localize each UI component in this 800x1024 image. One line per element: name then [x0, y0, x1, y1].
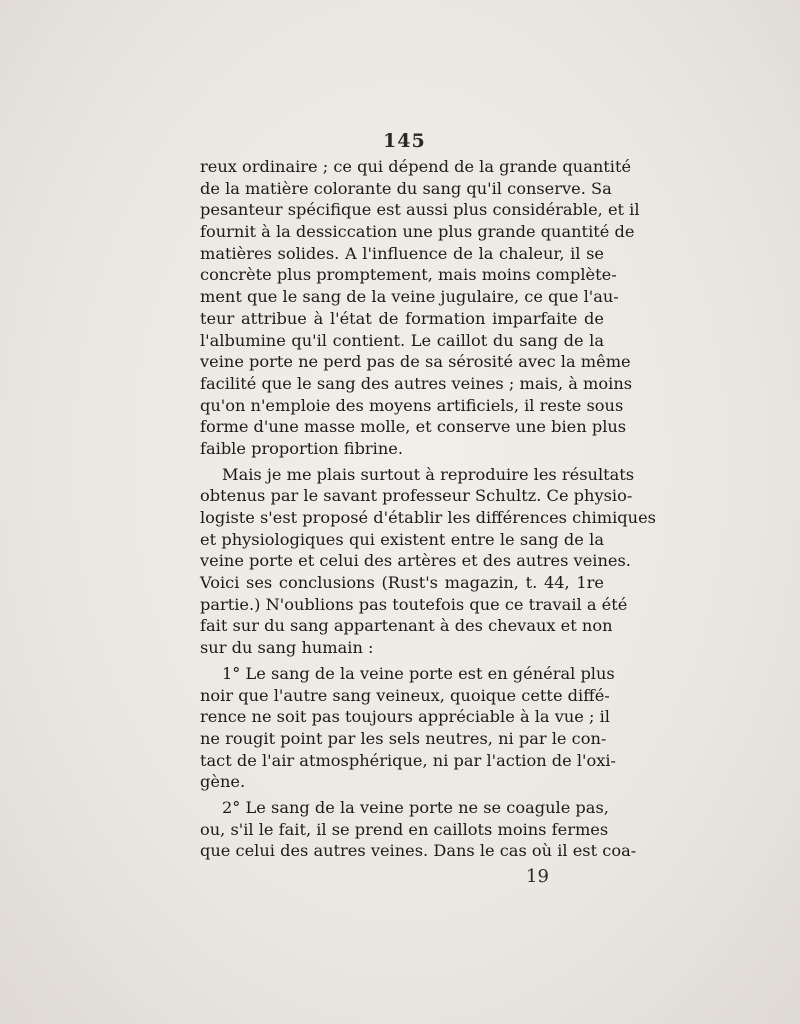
text-line: Voici ses conclusions (Rust's magazin, t. 44, 1re: [200, 573, 604, 593]
text-line: qu'on n'emploie des moyens artificiels, il reste sous: [200, 395, 624, 415]
text-line: pesanteur spécifique est aussi plus considérable, et il: [200, 200, 640, 220]
text-line: fournit à la dessiccation une plus grande quantité de: [200, 222, 635, 242]
text-line: gène.: [200, 772, 246, 792]
text-line: veine porte ne perd pas de sa sérosité avec la même: [200, 352, 631, 372]
text-line: tact de l'air atmosphérique, ni par l'action de l'oxi-: [200, 750, 617, 770]
signature-mark: 19: [526, 866, 549, 887]
text-line: de la matière colorante du sang qu'il conserve. Sa: [200, 178, 612, 198]
text-line: teur attribue à l'état de formation imparfaite de: [200, 308, 604, 328]
text-line: obtenus par le savant professeur Schultz. Ce physio-: [200, 486, 633, 506]
text-line: facilité que le sang des autres veines ; mais, à moins: [200, 373, 633, 393]
text-line: matières solides. A l'influence de la chaleur, il se: [200, 243, 604, 263]
paragraph: [200, 464, 656, 659]
text-line: l'albumine qu'il contient. Le caillot du sang de la: [200, 330, 604, 350]
text-line: rence ne soit pas toujours appréciable à la vue ; il: [200, 707, 610, 727]
text-line: Mais je me plais surtout à reproduire les résultats: [222, 464, 635, 484]
text-line: forme d'une masse molle, et conserve une bien plus: [200, 417, 627, 437]
text-line: ment que le sang de la veine jugulaire, ce que l'au-: [200, 287, 619, 307]
text-line: ou, s'il le fait, il se prend en caillots moins fermes: [200, 819, 609, 839]
text-line: reux ordinaire ; ce qui dépend de la grande quantité: [200, 157, 632, 176]
paragraph: [200, 663, 617, 793]
text-line: sur du sang humain :: [200, 638, 374, 658]
text-line: concrète plus promptement, mais moins complète-: [200, 265, 617, 285]
text-line: fait sur du sang appartenant à des chevaux et non: [200, 616, 613, 636]
text-line: et physiologiques qui existent entre le sang de la: [200, 529, 604, 549]
body-text: [200, 156, 656, 862]
page-number: 145: [383, 130, 426, 152]
text-line: noir que l'autre sang veineux, quoique cette diffé-: [200, 685, 610, 705]
paragraph: [200, 156, 640, 460]
text-line: 2° Le sang de la veine porte ne se coagule pas,: [222, 797, 609, 817]
paragraph: [200, 797, 637, 862]
text-line: 1° Le sang de la veine porte est en général plus: [222, 663, 615, 683]
text-line: partie.) N'oublions pas toutefois que ce travail a été: [200, 594, 628, 614]
text-line: veine porte et celui des artères et des autres veines.: [200, 551, 631, 571]
text-line: logiste s'est proposé d'établir les différences chimiques: [200, 508, 656, 527]
text-line: que celui des autres veines. Dans le cas où il est coa-: [200, 841, 637, 861]
text-line: faible proportion fibrine.: [200, 438, 403, 458]
text-line: ne rougit point par les sels neutres, ni par le con-: [200, 728, 607, 748]
